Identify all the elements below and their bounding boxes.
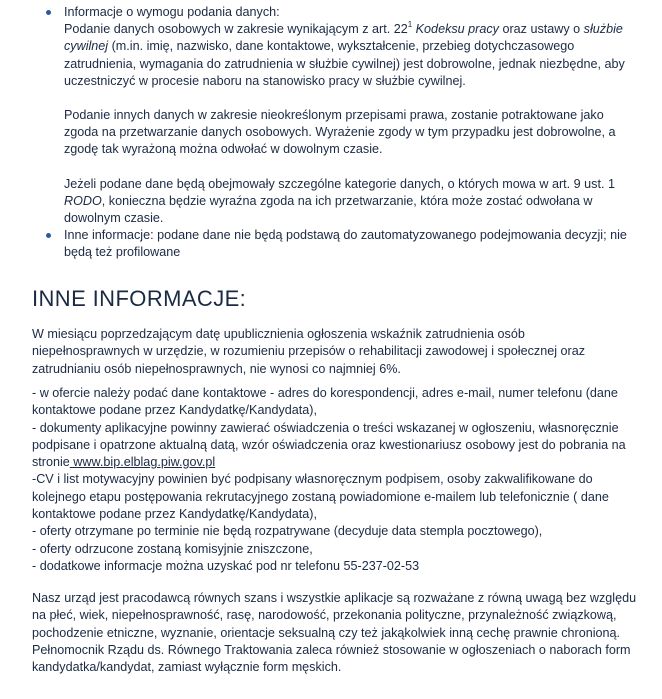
paragraph-employment-rate [32,326,632,378]
superscript: 1 [407,20,413,30]
text-italic: RODO [64,193,102,208]
text-line: - oferty odrzucone zostaną komisyjnie zniszczone, [32,541,313,556]
text-segment: stronie [32,455,70,470]
text-segment: Podanie danych osobowych w zakresie wynikającym z art. 22 [64,22,408,37]
text-line: będą też profilowane [64,245,181,260]
text-italic: Kodeksu pracy [415,22,499,37]
text-italic: cywilnej [64,39,109,54]
text-line: kontaktowe podane przez Kandydatkę/Kandydata), [32,507,317,522]
paragraph-special-categories [64,176,646,228]
text-line: niepełnosprawnych w urzędzie, w rozumieniu przepisów o rehabilitacji zawodowej i społecznej oraz [32,344,585,359]
text-line: kandydatka/kandydat, zamiast wyłącznie form męskich. [32,660,342,675]
text-line: kontaktowe podane przez Kandydatkę/Kandydata), [32,403,317,418]
bullet-item-data-requirement [0,4,662,227]
paragraph-equal-opportunity [32,590,637,676]
text-line: podpisane i opatrzone aktualną datą, wzór oświadczenia oraz kwestionariusz osobowy jest do pobrania na [32,437,626,452]
text-line: , konieczna będzie wyraźna zgoda na ich przetwarzanie, która może zostać odwołana w [101,193,593,208]
text-line: kolejnego etapu postępowania rekrutacyjnego zostaną powiadomione e-mailem lub telefonicznie ( dane [32,489,609,504]
text-line: W miesiącu poprzedzającym datę upublicznienia ogłoszenia wskaźnik zatrudnienia osób [32,327,525,341]
bullet-dot [46,233,51,238]
bullet-item-other-info [0,227,662,261]
text-line: Nasz urząd jest pracodawcą równych szans i wszystkie aplikacje są rozważane z równą uwagą bez względu [32,591,637,605]
text-segment: uczestniczyć w procesie naboru na stanowisko pracy w służbie cywilnej. [64,73,466,88]
bullet-title: Informacje o wymogu podania danych: [64,5,280,19]
text-line: - oferty otrzymane po terminie nie będą rozpatrywane (decyduje data stempla pocztowego), [32,524,543,539]
paragraph-other-data [64,107,646,159]
bip-website-link[interactable]: www.bip.elblag.piw.gov.pl [69,455,216,470]
text-line: Inne informacje: podane dane nie będą podstawą do zautomatyzowanego podejmowania decyzji; nie [64,228,627,243]
text-line: -CV i list motywacyjny powinien być podpisany własnoręcznym podpisem, osoby zakwalifikowane do [32,472,593,487]
text-line: dowolnym czasie. [64,211,164,226]
text-line: zgoda na przetwarzanie danych osobowych. Wyrażenie zgody w tym przypadku jest dobrowolne, a [64,125,616,140]
text-segment: zatrudnienia, wymagania do zatrudnienia w służbie cywilnej) jest dobrowolne, jednak niezbędne, aby [64,56,625,71]
text-line: zgodę tak wyrażoną można odwołać w dowolnym czasie. [64,142,383,157]
text-line: - dokumenty aplikacyjne powinny zawierać oświadczenia o treści wskazanej w ogłoszeniu, własnoręcznie [32,420,619,435]
info-bullet-list [0,4,662,262]
text-segment: oraz ustawy o [502,22,581,37]
text-line: na płeć, wiek, niepełnosprawność, rasę, narodowość, przekonania polityczne, przynależność związkową, [32,608,617,623]
text-line: Jeżeli podane dane będą obejmowały szczególne kategorie danych, o których mowa w art. 9 ust. 1 [64,176,615,191]
text-line: - w ofercie należy podać dane kontaktowe - adres do korespondencji, adres e-mail, numer telefonu (dane [32,386,618,400]
text-line: Pełnomocnik Rządu ds. Równego Traktowania zaleca również stosowanie w ogłoszeniach o naborach form [32,642,631,657]
text-line [32,454,632,471]
text-line: zatrudnianiu osób niepełnosprawnych, nie wynosi co najmniej 6%. [32,361,401,376]
paragraph-required-data [64,21,646,90]
paragraph-application-rules [32,385,632,575]
text-line: - dodatkowe informacje można uzyskać pod nr telefonu 55-237-02-53 [32,558,420,573]
text-line: Podanie innych danych w zakresie nieokreślonym przepisami prawa, zostanie potraktowane jako [64,108,604,123]
text-italic: służbie [583,22,623,37]
text-line: pochodzenie etniczne, wyznanie, orientacje seksualną czy też jakąkolwiek inną cechę prawnie chronioną. [32,625,621,640]
text-segment: (m.in. imię, nazwisko, dane kontaktowe, wykształcenie, przebieg dotychczasowego [111,39,575,54]
section-heading: INNE INFORMACJE: [32,286,247,311]
bullet-dot [46,10,51,15]
